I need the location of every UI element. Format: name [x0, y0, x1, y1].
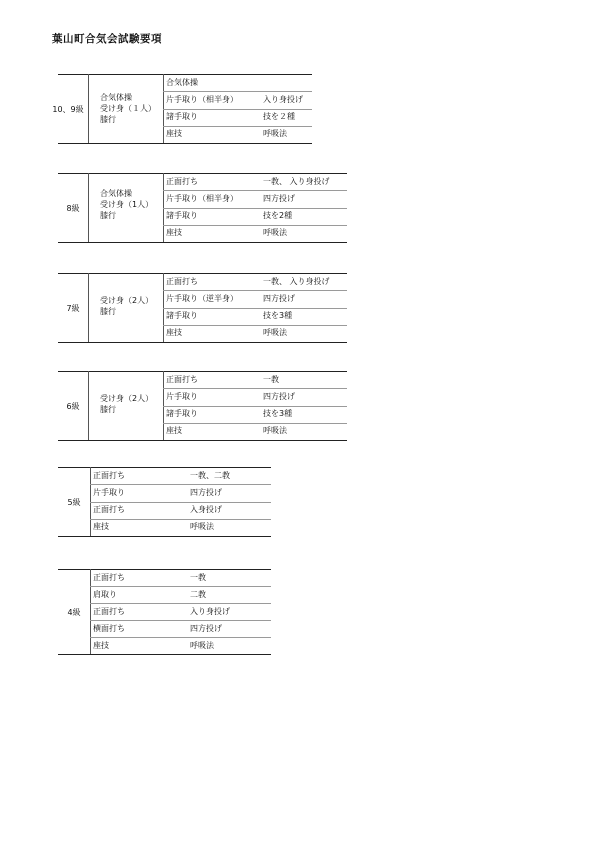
attack-cell: 座技 [166, 129, 182, 139]
table-bottom-border [58, 342, 347, 343]
table-bottom-border [58, 440, 347, 441]
attack-cell: 諸手取り [166, 211, 198, 221]
table-top-border [58, 173, 347, 174]
attack-cell: 正面打ち [93, 606, 125, 616]
attack-cell: 座技 [166, 426, 182, 436]
grade-label: 10、9級 [52, 104, 84, 114]
basic-exercises: 受け身（2人） 膝行 [100, 296, 154, 316]
basic-exercises: 合気体操 受け身（１人） 膝行 [100, 93, 156, 124]
grade-block [58, 273, 347, 344]
attack-cell: 正面打ち [93, 505, 125, 515]
attack-cell: 正面打ち [166, 176, 198, 186]
column-divider [88, 371, 89, 440]
row-divider [163, 91, 312, 92]
grade-block [58, 173, 347, 244]
attack-cell: 肩取り [93, 589, 117, 599]
grade-block [52, 74, 312, 145]
technique-cell: 四方投げ [190, 623, 222, 633]
technique-cell: 四方投げ [263, 391, 295, 401]
row-divider [163, 325, 347, 326]
row-divider [90, 484, 271, 485]
attack-cell: 片手取り [166, 391, 198, 401]
attack-cell: 片手取り（逆半身） [166, 293, 238, 303]
technique-cell: 技を3種 [263, 311, 293, 321]
row-divider [163, 225, 347, 226]
attack-cell: 諸手取り [166, 409, 198, 419]
row-divider [163, 126, 312, 127]
grade-label: 5級 [67, 497, 81, 507]
grade-label: 8級 [66, 203, 80, 213]
attack-cell: 座技 [166, 328, 182, 338]
attack-cell: 正面打ち [93, 470, 125, 480]
page-title: 葉山町合気会試験要項 [52, 33, 162, 45]
technique-cell: 技を２種 [263, 112, 295, 122]
grade-label: 4級 [67, 607, 81, 617]
row-divider [163, 109, 312, 110]
technique-cell: 一教、 入り身投げ [263, 276, 330, 286]
technique-cell: 一教、 入り身投げ [263, 176, 330, 186]
column-divider [88, 173, 89, 242]
technique-cell: 呼吸法 [190, 640, 214, 650]
row-divider [90, 502, 271, 503]
table-top-border [58, 74, 312, 75]
basic-exercises: 受け身（2人） 膝行 [100, 394, 154, 414]
technique-cell: 一教 [263, 374, 279, 384]
table-bottom-border [58, 654, 271, 655]
row-divider [163, 308, 347, 309]
technique-cell: 呼吸法 [263, 328, 287, 338]
attack-cell: 座技 [93, 640, 109, 650]
attack-cell: 合気体操 [166, 77, 198, 87]
row-divider [163, 388, 347, 389]
attack-cell: 正面打ち [93, 572, 125, 582]
row-divider [90, 637, 271, 638]
attack-cell: 横面打ち [93, 623, 125, 633]
technique-cell: 四方投げ [263, 293, 295, 303]
attack-cell: 片手取り（相半身） [166, 193, 238, 203]
row-divider [90, 519, 271, 520]
technique-cell: 四方投げ [190, 487, 222, 497]
grade-label: 6級 [66, 401, 80, 411]
table-bottom-border [58, 536, 271, 537]
table-bottom-border [58, 143, 312, 144]
technique-cell: 呼吸法 [190, 522, 214, 532]
technique-cell: 二教 [190, 589, 206, 599]
row-divider [163, 290, 347, 291]
attack-cell: 座技 [166, 228, 182, 238]
grade-block [58, 467, 271, 538]
technique-cell: 一教、二教 [190, 470, 230, 480]
table-top-border [58, 273, 347, 274]
attack-cell: 諸手取り [166, 112, 198, 122]
row-divider [90, 620, 271, 621]
technique-cell: 呼吸法 [263, 129, 287, 139]
row-divider [163, 406, 347, 407]
attack-cell: 座技 [93, 522, 109, 532]
grade-block [58, 371, 347, 442]
technique-cell: 呼吸法 [263, 426, 287, 436]
technique-cell: 四方投げ [263, 193, 295, 203]
column-divider [88, 74, 89, 143]
column-divider [90, 569, 91, 654]
row-divider [90, 586, 271, 587]
technique-cell: 入り身投げ [263, 94, 303, 104]
attack-cell: 正面打ち [166, 374, 198, 384]
attack-cell: 片手取り [93, 487, 125, 497]
row-divider [90, 603, 271, 604]
column-divider [88, 273, 89, 342]
table-bottom-border [58, 242, 347, 243]
attack-cell: 諸手取り [166, 311, 198, 321]
technique-cell: 技を2種 [263, 211, 293, 221]
technique-cell: 入身投げ [190, 505, 222, 515]
technique-cell: 入り身投げ [190, 606, 230, 616]
table-top-border [58, 371, 347, 372]
basic-exercises: 合気体操 受け身（1人） 膝行 [100, 189, 154, 220]
row-divider [163, 423, 347, 424]
grade-label: 7級 [66, 303, 80, 313]
grade-block [58, 569, 271, 656]
row-divider [163, 208, 347, 209]
row-divider [163, 190, 347, 191]
technique-cell: 技を3種 [263, 409, 293, 419]
attack-cell: 片手取り（相半身） [166, 94, 238, 104]
attack-cell: 正面打ち [166, 276, 198, 286]
technique-cell: 呼吸法 [263, 228, 287, 238]
technique-cell: 一教 [190, 572, 206, 582]
